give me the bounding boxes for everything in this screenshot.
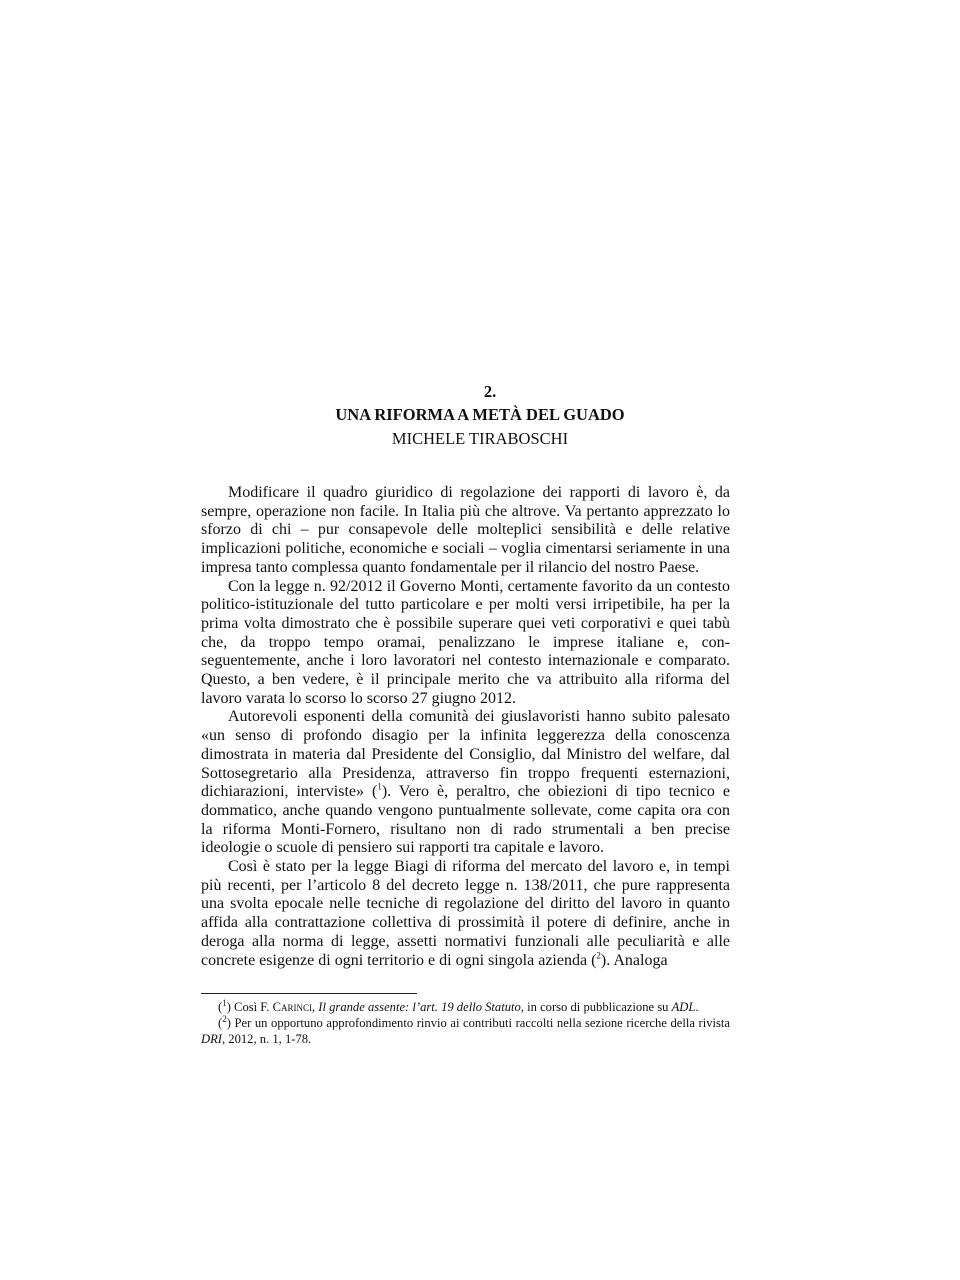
paragraph-4-text: Così è stato per la legge Biagi di riforma del mercato del lavoro e, in tempi più recenti, per l’articolo 8 del decreto legge n. 138/2011, che pure rappresenta una svolta epocale nelle tecniche di regolazione del diritto del lavoro in quanto affida alla contrattazione collettiva di prossimità il potere di definire, anche in deroga alla norma di legge, assetti normativi funzionali alle peculiarità e alle concrete esigenze di ogni territorio e di ogni singola azienda ( xyxy=(201,858,730,969)
footnote-1-rest: in corso di pubblicazione su xyxy=(523,1000,672,1014)
paragraph-2: Con la legge n. 92/2012 il Governo Monti, certamente favorito da un contesto politico-istituzionale del tutto particolare e per molti versi irripetibile, ha per la prima volta dimostrato che è possibile superare quei veti corporativi e quei tabù che, da troppo tempo oramai, penalizzano le imprese italiane e, conseguentemente, anche i loro lavoratori nel contesto internazionale e comparato. Questo, a ben vedere, è il principale merito che va attribuito alla riforma del lavoro varata lo scorso lo scorso 27 giugno 2012. xyxy=(201,577,730,707)
footnote-1-end: . xyxy=(695,1000,699,1014)
footnote-2 xyxy=(201,1015,730,1047)
footnote-2-number: 2 xyxy=(222,1013,227,1024)
paragraph-1: Modificare il quadro giuridico di regolazione dei rapporti di lavoro è, da sempre, operazione non facile. In Italia più che altrove. Va pertanto apprezzato lo sforzo di chi – pur consapevole delle molteplici sensibilità e delle relative implicazioni politiche, economiche e sociali – voglia cimentarsi seriamente in una impresa tanto complessa quanto fondamentale per il rilancio del nostro Paese. xyxy=(201,484,730,576)
footnote-divider xyxy=(201,993,417,994)
paragraph-3-text: Autorevoli esponenti della comunità dei giuslavoristi hanno subito palesato «un senso di profondo disagio per la infinita leggerezza della conoscenza dimostrata in materia dal Presidente del Consiglio, dal Ministro del welfare, dal Sottosegretario alla Presidenza, attraverso fin troppo frequenti esternazioni, dichiarazioni, interviste» ( xyxy=(201,708,730,801)
footnote-1-title: Il grande assente: l’art. 19 dello Statuto, xyxy=(318,1000,524,1014)
footnotes xyxy=(201,999,730,1047)
paragraph-4 xyxy=(201,858,730,970)
paragraph-3 xyxy=(201,708,730,858)
footnote-2-text: ) Per un opportuno approfondimento rinvio ai contributi raccolti nella sezione ricerche della rivista xyxy=(226,1016,730,1030)
footnote-2-journal: DRI xyxy=(201,1032,222,1046)
footnote-1-journal: ADL xyxy=(671,1000,696,1014)
footnote-1-text: ) Così F. xyxy=(226,1000,273,1014)
footnote-ref-1: 1 xyxy=(377,781,382,792)
chapter-heading xyxy=(0,381,960,451)
chapter-number: 2. xyxy=(483,382,497,401)
footnote-1-sep: , xyxy=(312,1000,319,1014)
footnote-2-open: ( xyxy=(218,1016,223,1030)
paragraph-3-text-cont: ). Vero è, peraltro, che obiezioni di tipo tecnico e dommatico, anche quando vengono puntualmente sollevate, come capita ora con la riforma Monti-Fornero, risultano non di rado strumentali a ben precise ideologie o scuole di pensiero sui rapporti tra capitale e lavoro. xyxy=(201,783,730,857)
footnote-1 xyxy=(201,999,730,1015)
body-text xyxy=(201,484,730,970)
footnote-1-number: 1 xyxy=(222,997,227,1008)
paragraph-4-text-cont: ). Analoga xyxy=(600,951,668,969)
footnote-2-rest: , 2012, n. 1, 1-78. xyxy=(221,1032,312,1046)
footnote-1-open: ( xyxy=(218,1000,223,1014)
footnote-ref-2: 2 xyxy=(596,950,601,961)
footnote-1-author: Carinci xyxy=(272,1000,312,1014)
chapter-author: MICHELE TIRABOSCHI xyxy=(391,429,569,448)
chapter-title: UNA RIFORMA A METÀ DEL GUADO xyxy=(335,405,625,424)
